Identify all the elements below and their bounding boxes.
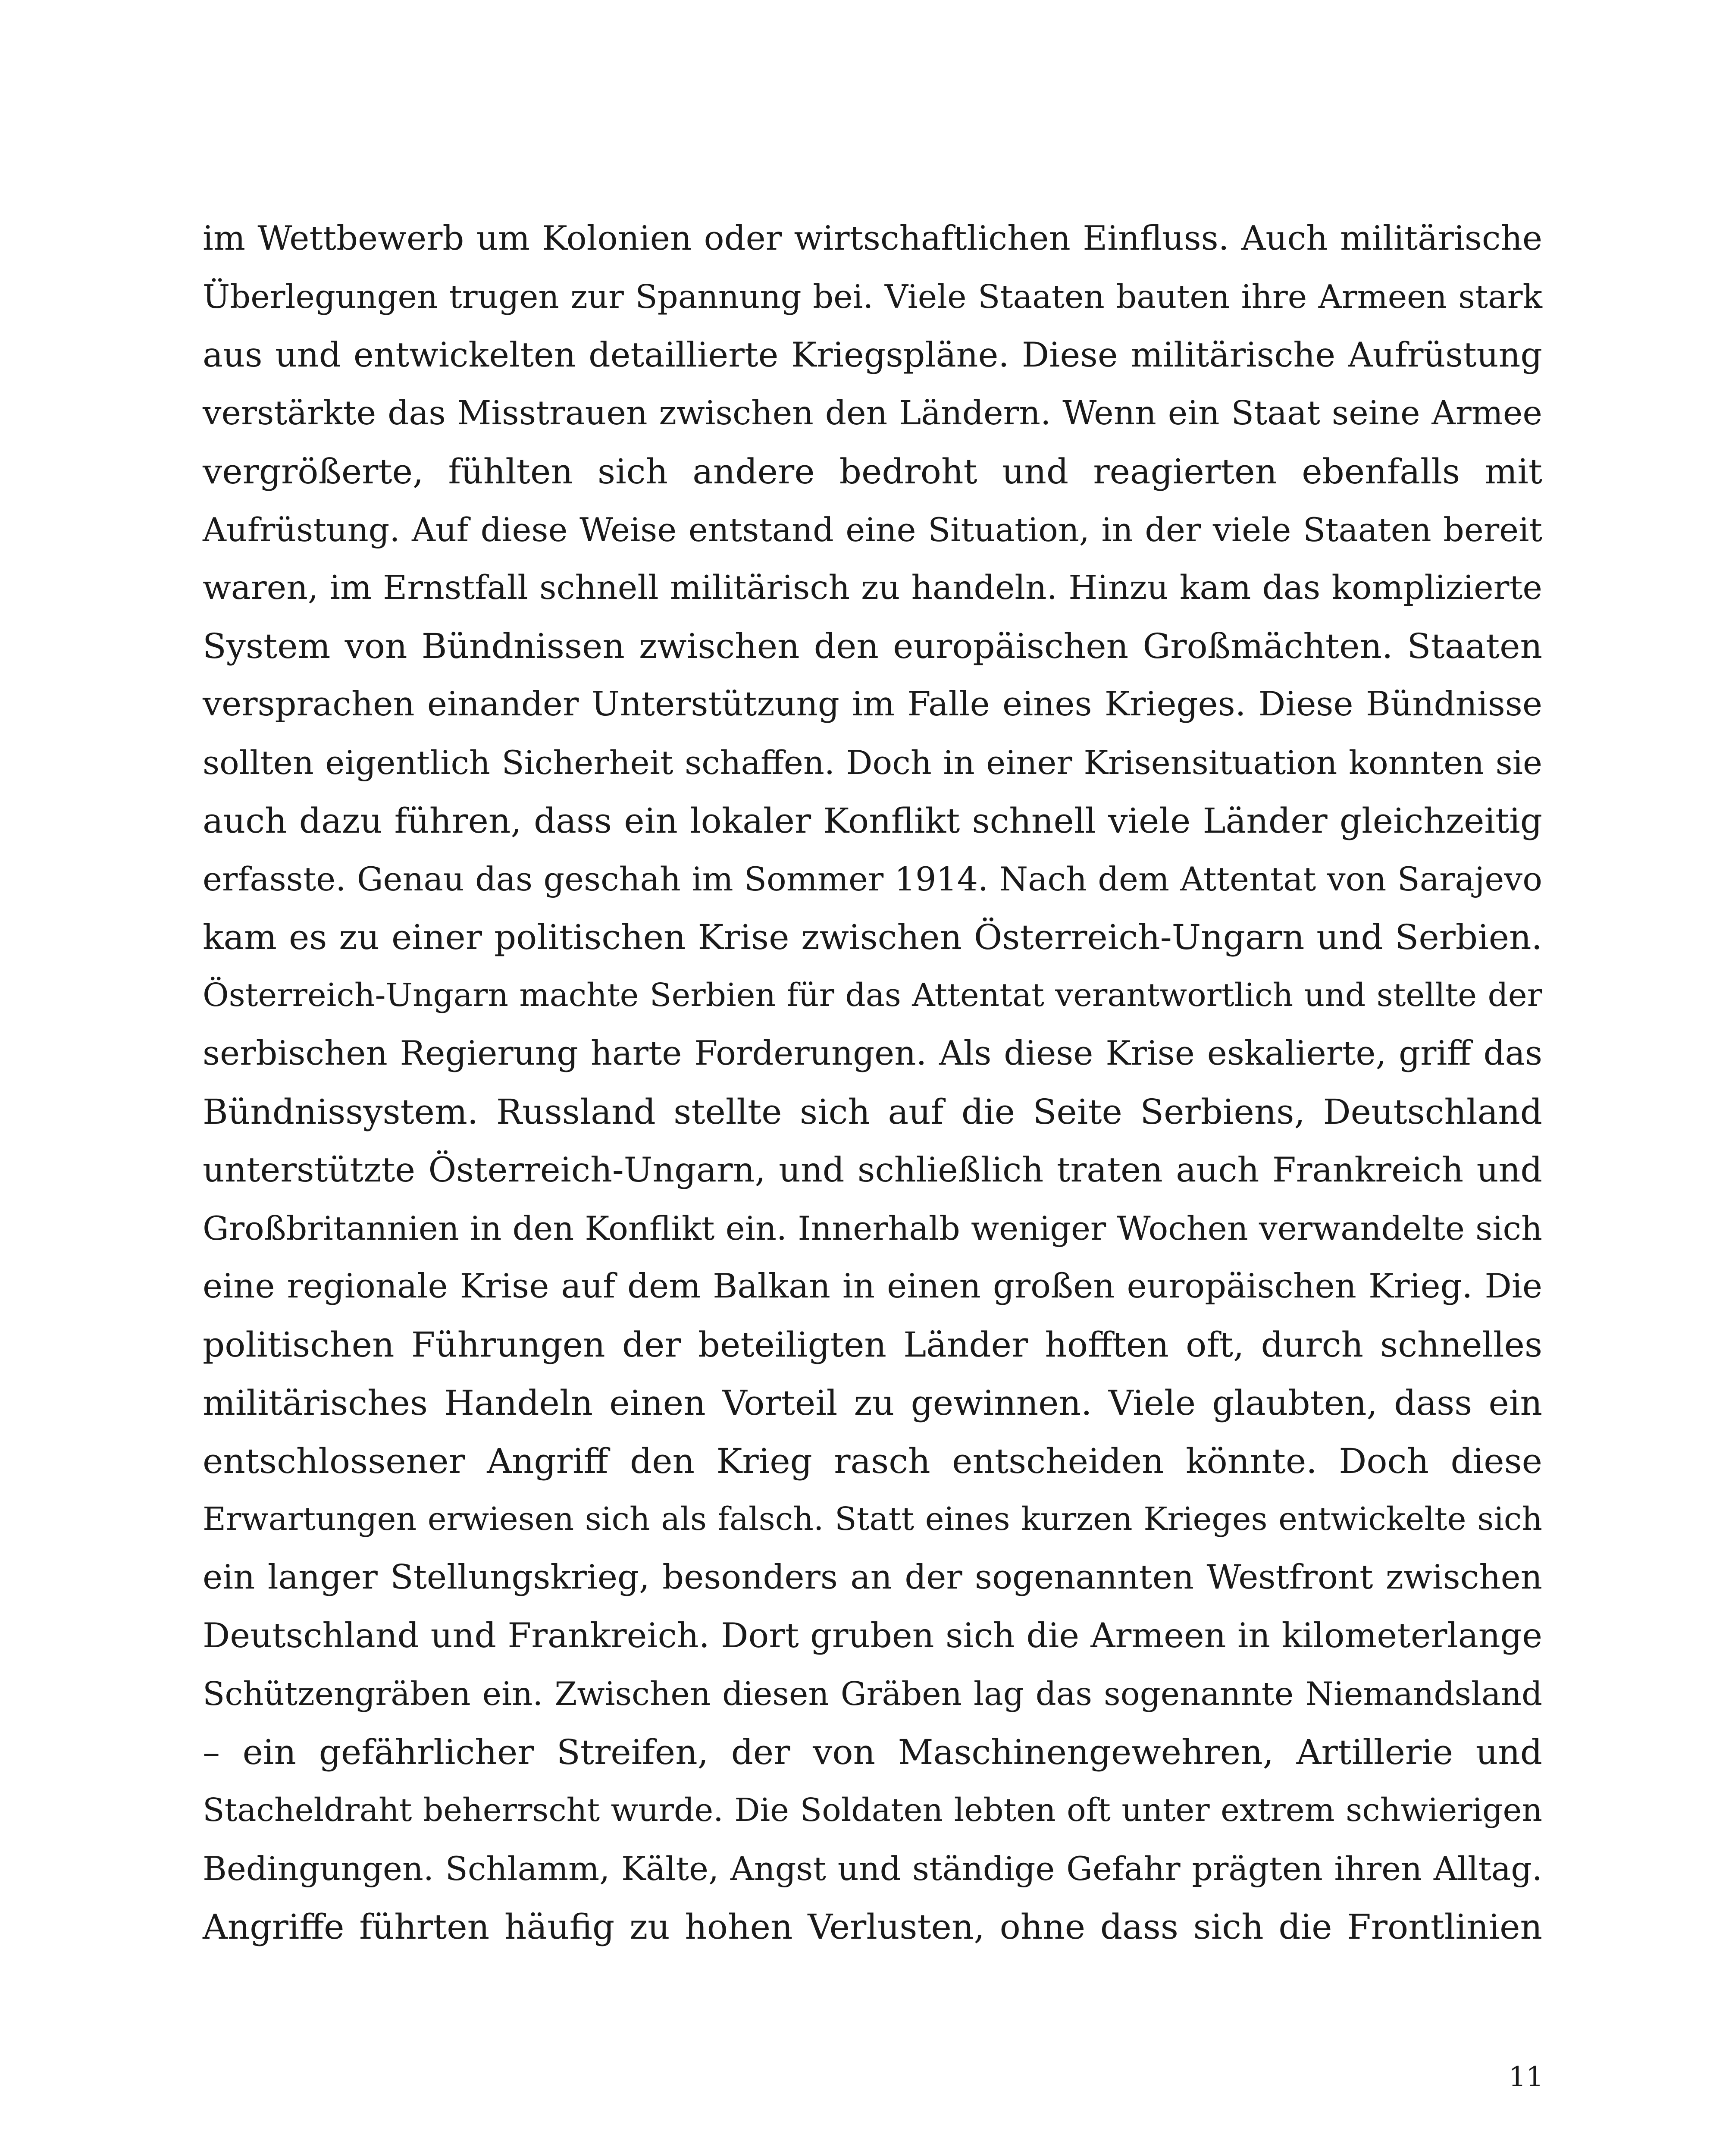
text-line: Deutschland und Frankreich. Dort gruben sich die Armeen in kilometerlange bbox=[203, 1616, 1542, 1655]
text-line: aus und entwickelten detaillierte Kriegspläne. Diese militärische Aufrüstung bbox=[203, 335, 1542, 375]
text-line: Überlegungen trugen zur Spannung bei. Viele Staaten bauten ihre Armeen stark bbox=[203, 278, 1542, 316]
text-line: entschlossener Angriff den Krieg rasch entscheiden könnte. Doch diese bbox=[203, 1441, 1542, 1481]
text-line: politischen Führungen der beteiligten Länder hofften oft, durch schnelles bbox=[203, 1325, 1542, 1365]
text-line: Schützengräben ein. Zwischen diesen Gräben lag das sogenannte Niemandsland bbox=[203, 1675, 1542, 1713]
text-line: serbischen Regierung harte Forderungen. Als diese Krise eskalierte, griff das bbox=[203, 1034, 1542, 1073]
text-line: waren, im Ernstfall schnell militärisch zu handeln. Hinzu kam das komplizierte bbox=[203, 569, 1542, 607]
text-line: auch dazu führen, dass ein lokaler Konflikt schnell viele Länder gleichzeitig bbox=[203, 801, 1542, 841]
text-line: Österreich-Ungarn machte Serbien für das Attentat verantwortlich und stellte der bbox=[203, 977, 1542, 1014]
body-text bbox=[203, 210, 1542, 1956]
text-line: Aufrüstung. Auf diese Weise entstand eine Situation, in der viele Staaten bereit bbox=[203, 511, 1542, 549]
page-number: 11 bbox=[1508, 2061, 1544, 2093]
text-line: sollten eigentlich Sicherheit schaffen. Doch in einer Krisensituation konnten sie bbox=[203, 743, 1542, 782]
text-line: vergrößerte, fühlten sich andere bedroht und reagierten ebenfalls mit bbox=[203, 451, 1542, 492]
text-line: Stacheldraht beherrscht wurde. Die Soldaten lebten oft unter extrem schwierigen bbox=[203, 1792, 1542, 1829]
text-line: Bedingungen. Schlamm, Kälte, Angst und ständige Gefahr prägten ihren Alltag. bbox=[203, 1849, 1542, 1888]
text-line: System von Bündnissen zwischen den europäischen Großmächten. Staaten bbox=[203, 626, 1542, 666]
text-line: militärisches Handeln einen Vorteil zu gewinnen. Viele glaubten, dass ein bbox=[203, 1383, 1542, 1423]
text-line: unterstützte Österreich-Ungarn, und schließlich traten auch Frankreich und bbox=[203, 1150, 1542, 1190]
text-line: – ein gefährlicher Streifen, der von Maschinengewehren, Artillerie und bbox=[203, 1732, 1542, 1772]
text-line: Erwartungen erwiesen sich als falsch. Statt eines kurzen Krieges entwickelte sich bbox=[203, 1501, 1542, 1538]
text-line: Bündnissystem. Russland stellte sich auf die Seite Serbiens, Deutschland bbox=[203, 1092, 1542, 1132]
text-line: erfasste. Genau das geschah im Sommer 1914. Nach dem Attentat von Sarajevo bbox=[203, 860, 1542, 898]
text-line: Angriffe führten häufig zu hohen Verlusten, ohne dass sich die Frontlinien bbox=[203, 1907, 1542, 1947]
text-line: ein langer Stellungskrieg, besonders an der sogenannten Westfront zwischen bbox=[203, 1558, 1542, 1597]
text-line: kam es zu einer politischen Krise zwischen Österreich-Ungarn und Serbien. bbox=[203, 917, 1542, 957]
text-line: im Wettbewerb um Kolonien oder wirtschaftlichen Einfluss. Auch militärische bbox=[203, 219, 1542, 258]
text-line: eine regionale Krise auf dem Balkan in einen großen europäischen Krieg. Die bbox=[203, 1267, 1542, 1306]
text-line: verstärkte das Misstrauen zwischen den Ländern. Wenn ein Staat seine Armee bbox=[203, 394, 1542, 432]
text-line: Großbritannien in den Konflikt ein. Innerhalb weniger Wochen verwandelte sich bbox=[203, 1209, 1542, 1247]
text-line: versprachen einander Unterstützung im Falle eines Krieges. Diese Bündnisse bbox=[203, 685, 1542, 724]
